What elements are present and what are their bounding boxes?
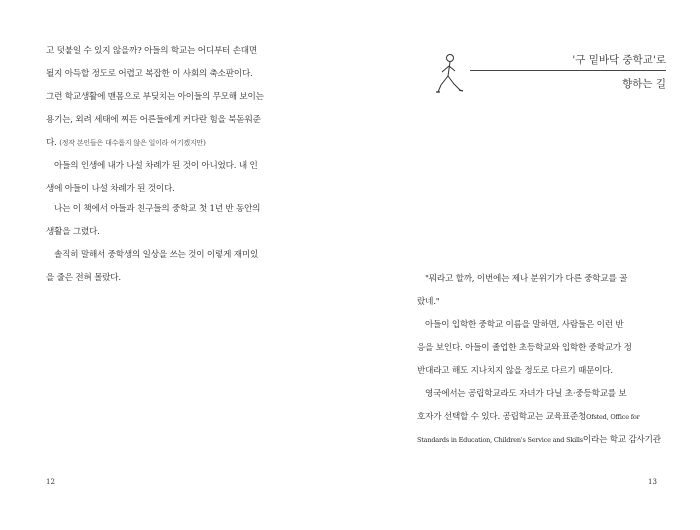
text-line: 고 덧붙일 수 있지 않을까? 아들의 학교는 어디부터 손대면 (46, 46, 257, 56)
text-line: "뭐라고 할까, 이번에는 제나 분위기가 다른 중학교를 골 (425, 274, 628, 284)
text-line: 반대라고 해도 지나치지 않을 정도로 다르기 때문이다. (417, 366, 613, 376)
text-line: 솔직히 말해서 중학생의 일상을 쓰는 것이 이렇게 재미있 (54, 250, 259, 260)
text-line: 그런 학교생활에 맨몸으로 부딪치는 아이들의 무모해 보이는 (46, 92, 264, 102)
walking-person-illustration (432, 52, 468, 96)
chapter-subtitle: 향하는 길 (622, 78, 666, 90)
text-line: 용기는, 외려 세태에 찌든 어른들에게 커다란 힘을 북돋워준 (46, 115, 261, 125)
left-body-text (46, 40, 286, 201)
text-line (46, 132, 286, 155)
text-fragment: 다. (46, 138, 57, 148)
right-body-text (417, 268, 667, 452)
text-line (417, 429, 667, 452)
text-line: 영국에서는 공립학교라도 자녀가 다닐 초·중등학교를 보 (425, 389, 627, 399)
left-body-text-2 (46, 198, 286, 290)
text-fragment: 이라는 학교 감사기관 (582, 435, 661, 445)
right-page (350, 0, 700, 530)
parenthetical-note: (정작 본인들은 대수롭지 않은 일이라 여기겠지만) (59, 139, 206, 147)
latin-annotation: Ofsted, Office for (586, 413, 640, 421)
text-fragment: 호자가 선택할 수 있다. 공립학교는 교육표준청 (417, 412, 587, 422)
text-line: 될지 아득할 정도로 어렵고 복잡한 이 사회의 축소판이다. (46, 69, 253, 79)
text-line: 나는 이 책에서 아들과 친구들의 중학교 첫 1년 반 동안의 (54, 204, 261, 214)
chapter-divider (470, 70, 666, 71)
text-line (417, 406, 667, 429)
latin-annotation: Standards in Education, Children's Service and Skills (417, 436, 583, 444)
page-number: 12 (46, 478, 55, 486)
text-line: 랐네." (417, 297, 440, 307)
text-line: 응을 보인다. 아들이 졸업한 초등학교와 입학한 중학교가 정 (417, 343, 632, 353)
page-number: 13 (648, 478, 657, 486)
text-line: 아들의 인생에 내가 나설 차례가 된 것이 아니었다. 내 인 (54, 161, 258, 171)
text-line: 생에 아들이 나설 차례가 된 것이다. (46, 184, 175, 194)
chapter-title: '구 밑바닥 중학교'로 (572, 54, 666, 66)
text-line: 아들이 입학한 중학교 이름을 말하면, 사람들은 이런 반 (425, 320, 624, 330)
text-line: 을 줄은 전혀 몰랐다. (46, 273, 121, 283)
text-line: 생활을 그렸다. (46, 227, 100, 237)
